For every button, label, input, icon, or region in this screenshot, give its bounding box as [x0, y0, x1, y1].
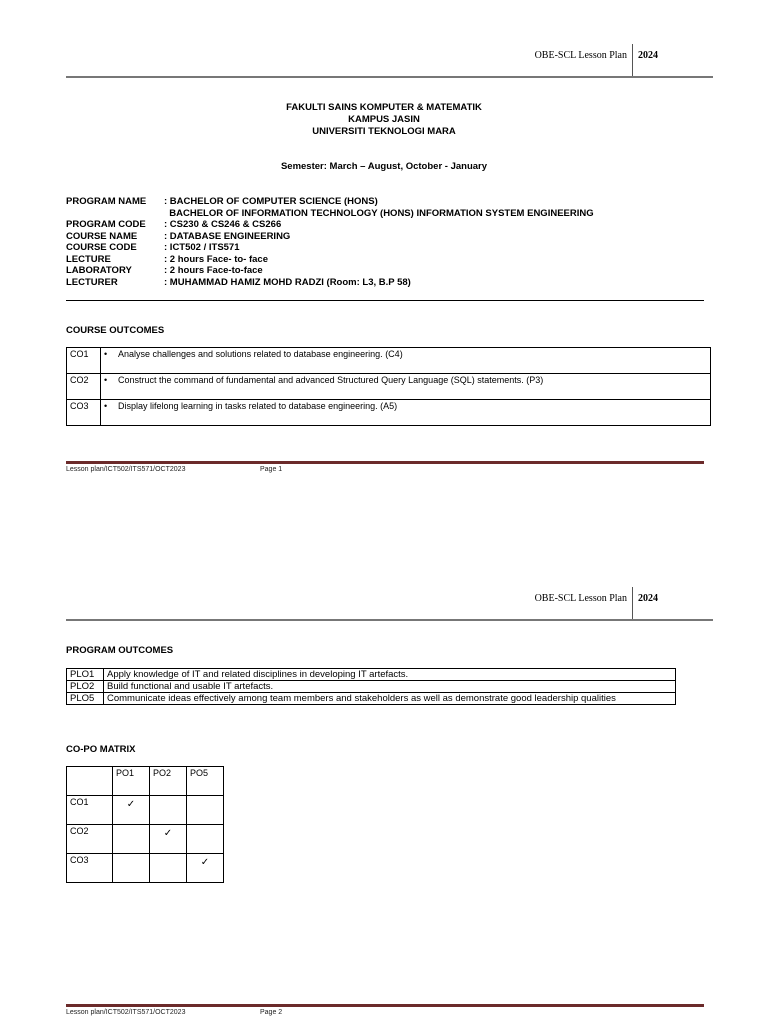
university-name: UNIVERSITI TEKNOLOGI MARA	[312, 126, 456, 137]
course-outcomes-title: COURSE OUTCOMES	[66, 325, 165, 336]
check-icon: ✓	[126, 799, 136, 810]
plo-text: Apply knowledge of IT and related disciplines in developing IT artefacts.	[104, 669, 676, 681]
matrix-cell	[187, 854, 224, 883]
co-text: Construct the command of fundamental and advanced Structured Query Language (SQL) statements. (P3)	[118, 375, 544, 385]
check-icon: ✓	[163, 828, 173, 839]
table-row	[67, 825, 224, 854]
info-value: : 2 hours Face- to- face	[164, 254, 268, 265]
info-label: LECTURE	[66, 254, 111, 265]
plo-code: PLO1	[67, 669, 104, 681]
matrix-row-header: CO3	[67, 854, 113, 883]
table-row	[67, 681, 676, 693]
matrix-cell	[187, 796, 224, 825]
footer-doc-ref: Lesson plan/ICT502/ITS571/OCT2023	[66, 466, 186, 473]
matrix-col-header: PO1	[113, 767, 150, 796]
matrix-cell	[150, 854, 187, 883]
header-divider	[632, 587, 633, 619]
info-label: LECTURER	[66, 277, 118, 288]
program-outcomes-table	[66, 668, 676, 705]
table-row	[67, 693, 676, 705]
header-year: 2024	[638, 593, 658, 604]
matrix-cell	[187, 825, 224, 854]
matrix-cell	[150, 796, 187, 825]
co-description	[101, 374, 711, 400]
semester-line: Semester: March – August, October - January	[280, 161, 488, 172]
info-label: PROGRAM NAME	[66, 196, 147, 207]
co-description	[101, 400, 711, 426]
check-icon: ✓	[200, 857, 210, 868]
co-code: CO3	[67, 400, 101, 426]
table-row	[67, 669, 676, 681]
table-row	[67, 796, 224, 825]
bullet-icon: •	[104, 349, 108, 359]
course-outcomes-table	[66, 347, 711, 426]
header-divider	[632, 44, 633, 76]
matrix-cell	[113, 854, 150, 883]
info-value: : MUHAMMAD HAMIZ MOHD RADZI (Room: L3, B.P 58)	[164, 277, 411, 288]
table-row	[67, 374, 711, 400]
info-label: LABORATORY	[66, 265, 132, 276]
co-po-matrix	[66, 766, 224, 883]
footer-doc-ref: Lesson plan/ICT502/ITS571/OCT2023	[66, 1009, 186, 1016]
co-text: Analyse challenges and solutions related to database engineering. (C4)	[118, 349, 403, 359]
table-row	[67, 348, 711, 374]
faculty-name: FAKULTI SAINS KOMPUTER & MATEMATIK	[286, 102, 482, 113]
co-text: Display lifelong learning in tasks related to database engineering. (A5)	[118, 401, 398, 411]
plo-text: Communicate ideas effectively among team members and stakeholders as well as demonstrate good leadership qualities	[104, 693, 676, 705]
info-label: COURSE CODE	[66, 242, 137, 253]
plo-code: PLO2	[67, 681, 104, 693]
header-rule	[66, 619, 713, 621]
info-value: : BACHELOR OF COMPUTER SCIENCE (HONS)	[164, 196, 378, 207]
matrix-col-header: PO2	[150, 767, 187, 796]
matrix-cell	[113, 825, 150, 854]
header-year: 2024	[638, 50, 658, 61]
info-value: : DATABASE ENGINEERING	[164, 231, 291, 242]
bullet-icon: •	[104, 375, 108, 385]
header-title: OBE-SCL Lesson Plan	[534, 593, 627, 604]
info-divider	[66, 300, 704, 301]
matrix-title: CO-PO MATRIX	[66, 744, 136, 755]
info-label: COURSE NAME	[66, 231, 138, 242]
info-value: : ICT502 / ITS571	[164, 242, 240, 253]
campus-name: KAMPUS JASIN	[348, 114, 420, 125]
co-code: CO2	[67, 374, 101, 400]
matrix-corner	[67, 767, 113, 796]
co-code: CO1	[67, 348, 101, 374]
matrix-row-header: CO1	[67, 796, 113, 825]
info-label: PROGRAM CODE	[66, 219, 146, 230]
footer-page-number: Page 1	[260, 466, 283, 473]
matrix-cell	[113, 796, 150, 825]
matrix-cell	[150, 825, 187, 854]
matrix-header-row	[67, 767, 224, 796]
footer-page-number: Page 2	[260, 1009, 283, 1016]
bullet-icon: •	[104, 401, 108, 411]
matrix-row-header: CO2	[67, 825, 113, 854]
header-title: OBE-SCL Lesson Plan	[534, 50, 627, 61]
info-value: : 2 hours Face-to-face	[164, 265, 263, 276]
plo-code: PLO5	[67, 693, 104, 705]
header-rule	[66, 76, 713, 78]
table-row	[67, 854, 224, 883]
info-value: BACHELOR OF INFORMATION TECHNOLOGY (HONS) INFORMATION SYSTEM ENGINEERING	[164, 208, 594, 219]
matrix-col-header: PO5	[187, 767, 224, 796]
info-value: : CS230 & CS246 & CS266	[164, 219, 282, 230]
footer-rule	[66, 461, 704, 464]
plo-text: Build functional and usable IT artefacts.	[104, 681, 676, 693]
table-row	[67, 400, 711, 426]
co-description	[101, 348, 711, 374]
footer-rule	[66, 1004, 704, 1007]
program-outcomes-title: PROGRAM OUTCOMES	[66, 645, 174, 656]
